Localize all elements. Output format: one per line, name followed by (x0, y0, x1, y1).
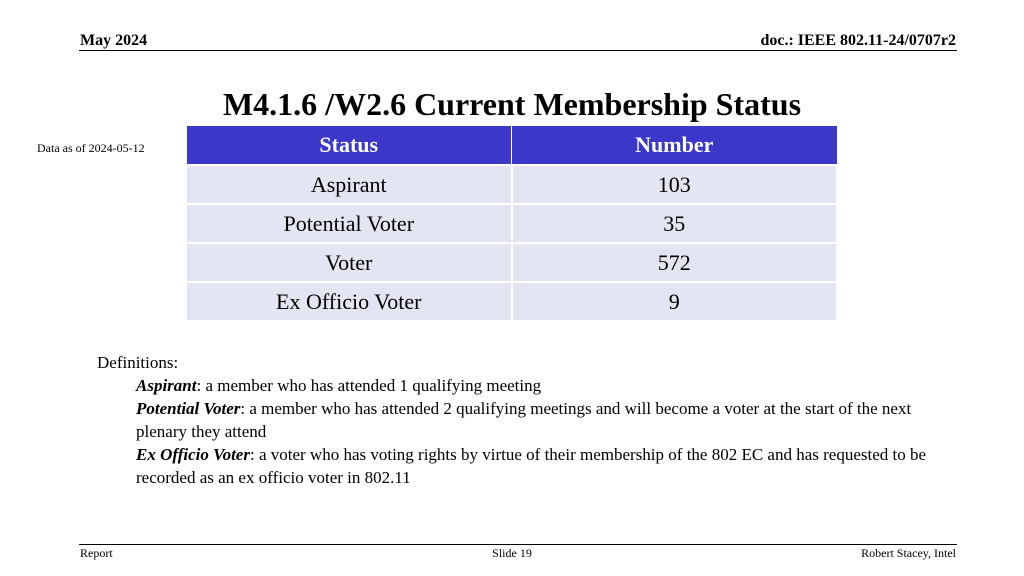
footer-author: Robert Stacey, Intel (861, 546, 956, 560)
table-row (186, 282, 837, 321)
table-row (186, 243, 837, 282)
number-cell: 103 (512, 165, 838, 204)
definition-term: Ex Officio Voter (136, 445, 250, 464)
header-divider (79, 50, 957, 51)
table-header-row (186, 126, 837, 166)
status-cell: Aspirant (186, 165, 512, 204)
definition-text: : a member who has attended 1 qualifying meeting (196, 376, 542, 395)
definition-text: : a member who has attended 2 qualifying meetings and will become a voter at the start of the next plenary they attend (136, 399, 912, 441)
number-cell: 9 (512, 282, 838, 321)
status-cell: Voter (186, 243, 512, 282)
definition-term: Potential Voter (136, 399, 241, 418)
column-header-status: Status (186, 126, 512, 166)
slide-title: M4.1.6 /W2.6 Current Membership Status (222, 86, 802, 122)
membership-status-table (185, 125, 838, 322)
definitions-heading: Definitions: (97, 353, 179, 372)
number-cell: 35 (512, 204, 838, 243)
footer-report-label: Report (80, 546, 113, 560)
slide-number: Slide 19 (492, 546, 532, 560)
column-header-number: Number (512, 126, 838, 166)
definition-potential-voter (97, 397, 957, 443)
definition-text: : a voter who has voting rights by virtue of their membership of the 802 EC and has requested to be recorded as an ex officio voter in 802.11 (136, 445, 927, 487)
number-cell: 572 (512, 243, 838, 282)
footer-divider (79, 544, 957, 545)
table-row (186, 165, 837, 204)
definition-ex-officio-voter (97, 443, 957, 489)
status-cell: Potential Voter (186, 204, 512, 243)
data-as-of-note: Data as of 2024-05-12 (37, 141, 145, 155)
table-row (186, 204, 837, 243)
definitions-section (97, 351, 957, 489)
status-cell: Ex Officio Voter (186, 282, 512, 321)
header-date: May 2024 (80, 32, 148, 49)
header-doc-id: doc.: IEEE 802.11-24/0707r2 (760, 32, 956, 49)
definition-term: Aspirant (136, 376, 197, 395)
definition-aspirant (97, 374, 957, 397)
